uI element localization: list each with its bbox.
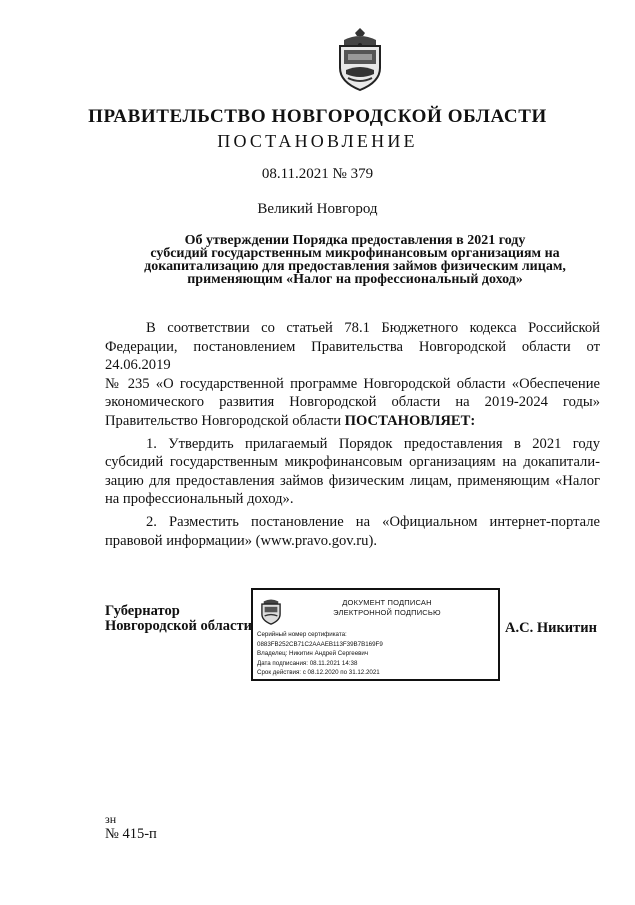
organization-title: ПРАВИТЕЛЬСТВО НОВГОРОДСКОЙ ОБЛАСТИ <box>88 106 547 127</box>
document-subject <box>105 234 605 286</box>
signer-title-line: Губернатор <box>105 603 180 619</box>
stamp-header-line: ЭЛЕКТРОННОЙ ПОДПИСЬЮ <box>333 608 441 617</box>
coat-of-arms-icon <box>334 26 386 92</box>
body-line: В соответствии со статьей 78.1 Бюджетного кодекса Российской <box>146 320 600 336</box>
body-line: 2. Разместить постановление на «Официальном интернет-портале <box>146 513 600 530</box>
coat-of-arms-icon <box>259 595 283 625</box>
footer-number: № 415-п <box>105 826 157 842</box>
body-line: № 235 «О государственной программе Новгородской области «Обеспечение <box>105 375 600 392</box>
signer-name: А.С. Никитин <box>505 620 597 636</box>
cert-serial: 0883FB252CB71C2AAAEB113F39B7B169F9 <box>257 640 383 648</box>
document-city: Великий Новгород <box>257 201 378 217</box>
body-line: зацию для предоставления займов физическим лицам, применяющим «Налог <box>105 472 600 489</box>
cert-owner: Владелец: Никитин Андрей Сергеевич <box>257 650 369 658</box>
body-line-last: правовой информации» (www.pravo.gov.ru). <box>105 532 377 549</box>
subject-line: Об утверждении Порядка предоставления в 2021 году <box>184 233 526 248</box>
electronic-signature-stamp <box>251 588 500 681</box>
body-line: 1. Утвердить прилагаемый Порядок предоставления в 2021 году <box>146 435 600 452</box>
paragraph-item-1 <box>105 435 600 509</box>
document-body <box>105 319 600 550</box>
signer-title <box>105 604 252 634</box>
cert-validity: Срок действия: с 08.12.2020 по 31.12.2021 <box>257 669 380 677</box>
paragraph-item-2 <box>105 513 600 550</box>
body-text-fragment: Правительство Новгородской области <box>105 412 342 429</box>
subject-line: применяющим «Налог на профессиональный доход» <box>187 272 523 287</box>
body-line: экономического развития Новгородской области на 2019-2024 годы» <box>105 394 600 411</box>
signer-title-line: Новгородской области <box>105 618 252 634</box>
stamp-header-line: ДОКУМЕНТ ПОДПИСАН <box>342 598 432 607</box>
paragraph-preamble <box>105 319 600 431</box>
document-type: ПОСТАНОВЛЕНИЕ <box>217 131 418 151</box>
subject-line: субсидий государственным микрофинансовым организациям на <box>150 246 560 261</box>
body-line: субсидий государственным микрофинансовым организациям на докапитали- <box>105 454 600 471</box>
footer-code: зн <box>105 812 117 826</box>
body-line: Федерации, постановлением Правительства Новгородской области от 24.06.2019 <box>105 338 600 374</box>
signing-date: Дата подписания: 08.11.2021 14:38 <box>257 659 358 667</box>
subject-line: докапитализацию для предоставления займов физическим лицам, <box>144 259 566 274</box>
body-line-last: на профессиональный доход». <box>105 491 294 508</box>
cert-label: Серийный номер сертификата: <box>257 631 347 638</box>
stamp-header <box>287 598 487 618</box>
body-line-last <box>105 412 600 431</box>
document-date-number: 08.11.2021 № 379 <box>261 166 374 182</box>
decree-keyword: ПОСТАНОВЛЯЕТ: <box>344 412 476 429</box>
stamp-details <box>257 630 383 678</box>
